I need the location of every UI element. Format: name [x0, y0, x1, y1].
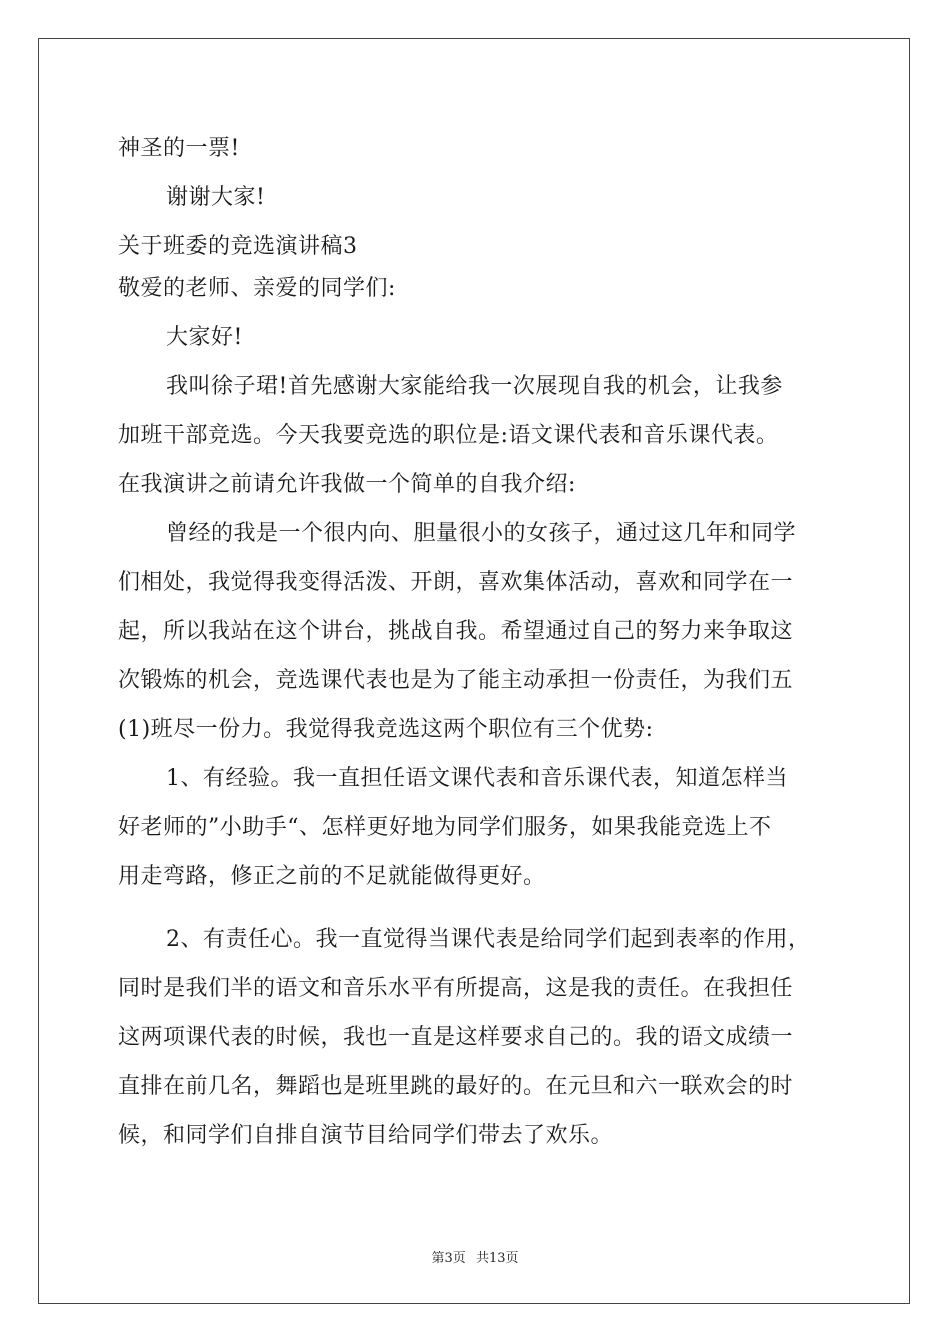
text-line: 加班干部竞选。今天我要竞选的职位是:语文课代表和音乐课代表。 [118, 423, 779, 448]
document-body [118, 130, 838, 1166]
text-line: 神圣的一票! [118, 136, 240, 161]
text-line: 2、有责任心。我一直觉得当课代表是给同学们起到表率的作用， [166, 927, 811, 952]
salutation: 敬爱的老师、亲爱的同学们: [118, 276, 396, 301]
text-line: 起，所以我站在这个讲台，挑战自我。希望通过自己的努力来争取这 [118, 619, 794, 644]
text-line: 好老师的”小助手“、怎样更好地为同学们服务，如果我能竞选上不 [118, 815, 772, 840]
text-line: 们相处，我觉得我变得活泼、开朗，喜欢集体活动，喜欢和同学在一 [118, 570, 794, 595]
text-line: 在我演讲之前请允许我做一个简单的自我介绍: [118, 472, 576, 497]
page-footer [0, 1247, 950, 1266]
text-line: 这两项课代表的时候，我也一直是这样要求自己的。我的语文成绩一 [118, 1025, 794, 1050]
text-line: 候，和同学们自排自演节目给同学们带去了欢乐。 [118, 1123, 614, 1148]
text-line: 直排在前几名，舞蹈也是班里跳的最好的。在元旦和六一联欢会的时 [118, 1074, 794, 1099]
text-line: 次锻炼的机会，竞选课代表也是为了能主动承担一份责任，为我们五 [118, 668, 794, 693]
text-line: (1)班尽一份力。我觉得我竞选这两个职位有三个优势: [118, 717, 654, 742]
text-line: 用走弯路，修正之前的不足就能做得更好。 [118, 864, 546, 889]
text-line: 同时是我们半的语文和音乐水平有所提高，这是我的责任。在我担任 [118, 976, 794, 1001]
greeting: 大家好! [166, 325, 243, 350]
section-heading: 关于班委的竞选演讲稿3 [118, 234, 358, 259]
page-number: 第3页 [431, 1251, 466, 1266]
text-line: 我叫徐子珺!首先感谢大家能给我一次展现自我的机会，让我参 [166, 374, 783, 399]
text-line: 曾经的我是一个很内向、胆量很小的女孩子，通过这几年和同学 [166, 521, 797, 546]
text-line: 1、有经验。我一直担任语文课代表和音乐课代表，知道怎样当 [166, 766, 788, 791]
text-line: 谢谢大家! [166, 185, 266, 210]
page-total: 共13页 [475, 1251, 519, 1266]
